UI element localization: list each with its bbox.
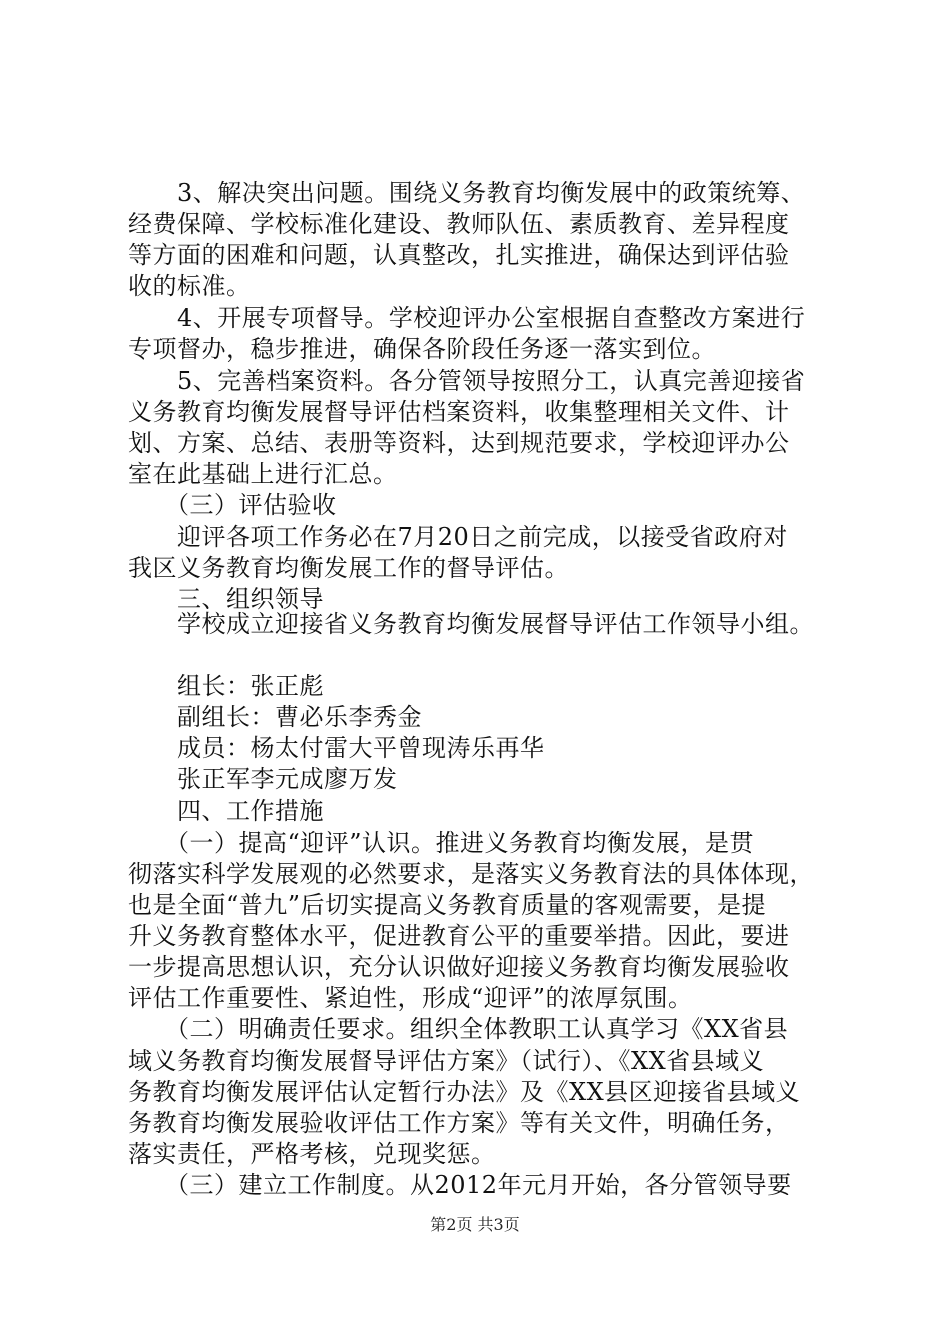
text-line: 室在此基础上进行汇总。 xyxy=(128,460,398,488)
text-line: 收的标准。 xyxy=(128,272,251,300)
text-line: 成员：杨太付雷大平曾现涛乐再华 xyxy=(128,734,545,762)
text-line: 务教育均衡发展评估认定暂行办法》及《XX县区迎接省县域义 xyxy=(128,1078,801,1106)
text-line: 等方面的困难和问题，认真整改，扎实推进，确保达到评估验 xyxy=(128,241,790,269)
text-line: （三）评估验收 xyxy=(128,491,337,519)
text-line: 三、组织领导 xyxy=(128,585,324,613)
text-line: 迎评各项工作务必在7月20日之前完成，以接受省政府对 xyxy=(128,523,788,551)
text-line: 义务教育均衡发展督导评估档案资料，收集整理相关文件、计 xyxy=(128,398,790,426)
text-line: （一）提高“迎评”认识。推进义务教育均衡发展，是贯 xyxy=(128,829,755,857)
text-line: 落实责任，严格考核，兑现奖惩。 xyxy=(128,1140,496,1168)
text-line: 评估工作重要性、紧迫性，形成“迎评”的浓厚氛围。 xyxy=(128,984,693,1012)
text-line: 学校成立迎接省义务教育均衡发展督导评估工作领导小组。 xyxy=(128,610,814,638)
text-line: 3、解决突出问题。围绕义务教育均衡发展中的政策统筹、 xyxy=(128,179,806,207)
text-line: 四、工作措施 xyxy=(128,797,324,825)
text-line: 彻落实科学发展观的必然要求，是落实义务教育法的具体体现， xyxy=(128,860,814,888)
text-line: 划、方案、总结、表册等资料，达到规范要求，学校迎评办公 xyxy=(128,429,790,457)
text-line: 张正军李元成廖万发 xyxy=(128,765,398,793)
text-line: 务教育均衡发展验收评估工作方案》等有关文件，明确任务， xyxy=(128,1109,790,1137)
text-line: 一步提高思想认识，充分认识做好迎接义务教育均衡发展验收 xyxy=(128,953,790,981)
text-line: 副组长：曹必乐李秀金 xyxy=(128,703,422,731)
text-line: 经费保障、学校标准化建设、教师队伍、素质教育、差异程度 xyxy=(128,210,790,238)
text-line: 5、完善档案资料。各分管领导按照分工，认真完善迎接省 xyxy=(128,367,806,395)
text-line: （三）建立工作制度。从2012年元月开始，各分管领导要 xyxy=(128,1171,792,1199)
text-line: 域义务教育均衡发展督导评估方案》（试行）、《XX省县域义 xyxy=(128,1047,765,1075)
text-line: 组长：张正彪 xyxy=(128,672,324,700)
text-line: 我区义务教育均衡发展工作的督导评估。 xyxy=(128,554,569,582)
page-footer: 第2页 共3页 xyxy=(430,1215,520,1234)
text-line: 升义务教育整体水平，促进教育公平的重要举措。因此，要进 xyxy=(128,922,790,950)
text-line: 专项督办，稳步推进，确保各阶段任务逐一落实到位。 xyxy=(128,335,716,363)
text-line: 4、开展专项督导。学校迎评办公室根据自查整改方案进行 xyxy=(128,304,806,332)
text-line: （二）明确责任要求。组织全体教职工认真学习《XX省县 xyxy=(128,1015,789,1043)
text-line: 也是全面“普九”后切实提高义务教育质量的客观需要，是提 xyxy=(128,891,767,919)
